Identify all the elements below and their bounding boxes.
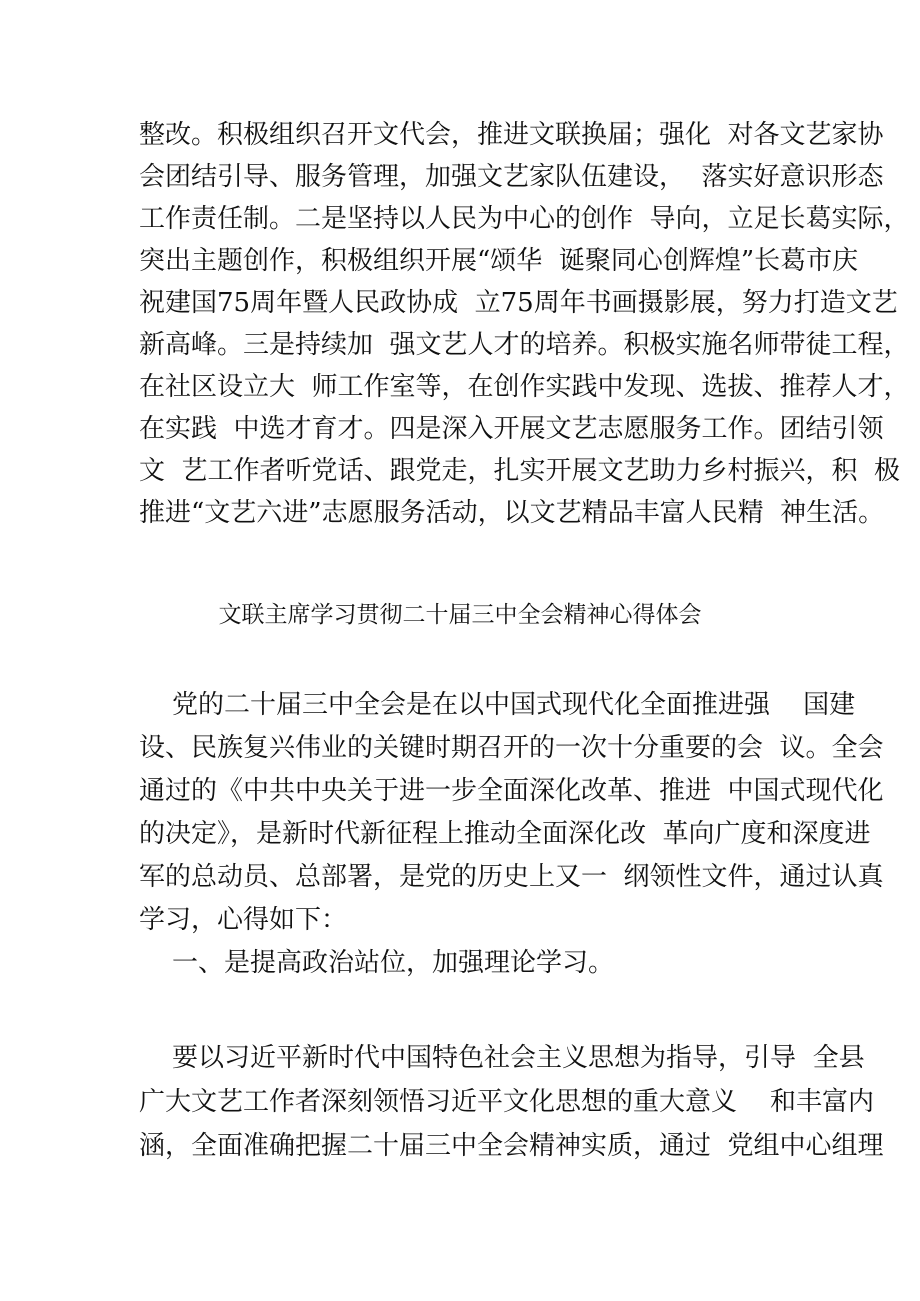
article-title: 文联主席学习贯彻二十届三中全会精神心得体会 [218,602,702,628]
text-line: 推进“文艺六进”志愿服务活动，以文艺精品丰富人民精 神生活。 [139,498,885,528]
text-line: 党的二十届三中全会是在以中国式现代化全面推进强 国建 [139,690,856,720]
text-line: 设、民族复兴伟业的关键时期召开的一次十分重要的会 议。全会 [139,733,884,763]
text-line: 学习，心得如下： [139,905,348,935]
text-line: 军的总动员、总部署，是党的历史上又一 纲领性文件，通过认真 [139,862,884,892]
text-line: 在实践 中选才育才。四是深入开展文艺志愿服务工作。团结引领 [139,414,884,444]
text-line: 祝建国75周年暨人民政协成 立75周年书画摄影展，努力打造文艺 [139,288,898,318]
text-line: 新高峰。三是持续加 强文艺人才的培养。积极实施名师带徒工程， [139,330,910,360]
text-line: 整改。积极组织召开文代会，推进文联换届；强化 对各文艺家协 [139,120,884,150]
text-line: 工作责任制。二是坚持以人民为中心的创作 导向，立足长葛实际， [139,204,910,234]
text-line: 的决定》，是新时代新征程上推动全面深化改 革向广度和深度进 [139,819,871,849]
text-line: 广大文艺工作者深刻领悟习近平文化思想的重大意义 和丰富内 [139,1087,875,1117]
text-line: 会团结引导、服务管理，加强文艺家队伍建设， 落实好意识形态 [139,162,884,192]
text-line: 文 艺工作者听党话、跟党走，扎实开展文艺助力乡村振兴，积 极 [139,456,901,486]
section-heading: 一、是提高政治站位，加强理论学习。 [139,948,615,978]
text-line: 涵，全面准确把握二十届三中全会精神实质，通过 党组中心组理 [139,1131,884,1161]
text-line: 通过的《中共中央关于进一步全面深化改革、推进 中国式现代化 [139,776,884,806]
text-line: 要以习近平新时代中国特色社会主义思想为指导，引导 全县 [139,1043,865,1073]
text-line: 在社区设立大 师工作室等，在创作实践中发现、选拔、推荐人才， [139,372,910,402]
text-line: 突出主题创作，积极组织开展“颂华 诞聚同心创辉煌”长葛市庆 [139,246,859,276]
